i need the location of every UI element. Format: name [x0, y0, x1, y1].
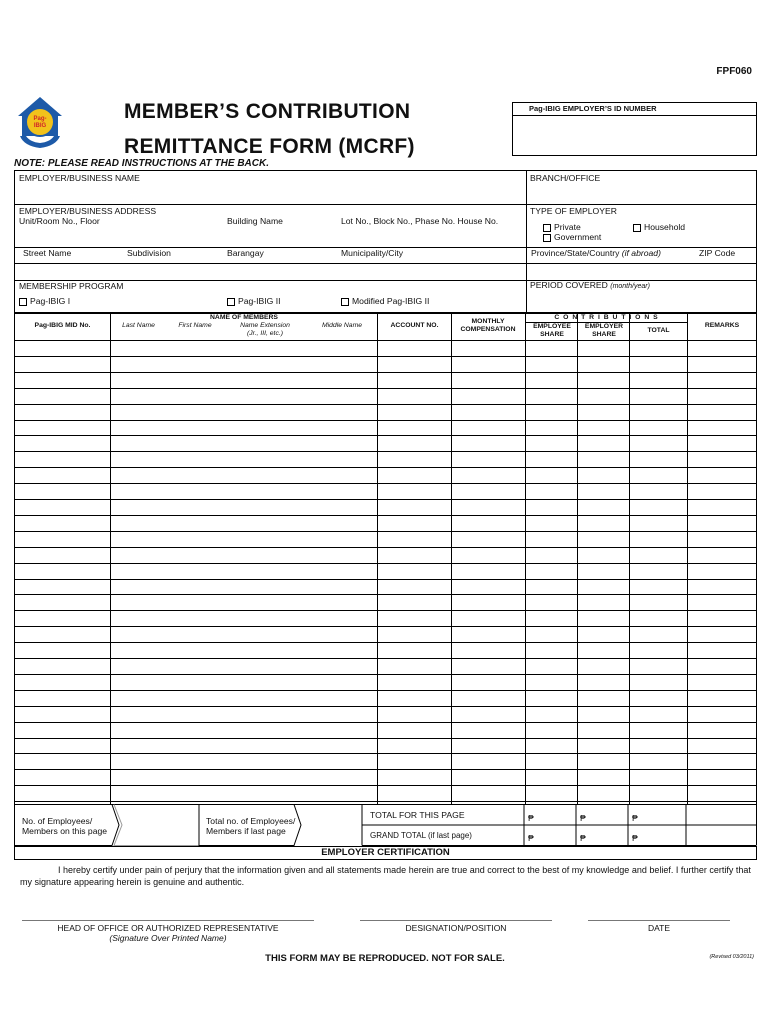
- employer-id-box[interactable]: [512, 102, 757, 156]
- grid-line: [15, 340, 756, 341]
- type-government-option[interactable]: Government: [543, 232, 601, 242]
- col-contributions-header: C O N T R I B U T I O N S: [554, 314, 659, 321]
- employees-on-page-label: No. of Employees/ Members on this page: [22, 816, 108, 836]
- unit-label: Unit/Room No., Floor: [19, 216, 100, 226]
- grid-line: [15, 610, 756, 611]
- svg-text:Pag-: Pag-: [33, 116, 47, 122]
- employer-info-section: [14, 170, 757, 313]
- barangay-label: Barangay: [227, 248, 264, 258]
- col-last-name: Last Name: [122, 322, 155, 329]
- program-pagibig1[interactable]: Pag-IBIG I: [19, 296, 70, 306]
- grid-line: [15, 674, 756, 675]
- province-label: Province/State/Country (if abroad): [531, 248, 661, 258]
- grid-line: [15, 722, 756, 723]
- col-monthly-compensation: MONTHLY COMPENSATION: [460, 318, 516, 333]
- street-label: Street Name: [23, 248, 72, 258]
- grid-line: [15, 753, 756, 754]
- peso-sign-ee-page: ₱: [528, 813, 534, 823]
- note: NOTE: PLEASE READ INSTRUCTIONS AT THE BACK.: [14, 158, 270, 169]
- grid-line: [15, 769, 756, 770]
- grand-total-label: GRAND TOTAL (if last page): [370, 831, 472, 840]
- certification-header: EMPLOYER CERTIFICATION: [14, 846, 757, 860]
- grid-line: [15, 467, 756, 468]
- grid-line: [687, 314, 688, 804]
- employer-id-label: Pag-IBIG EMPLOYER’S ID NUMBER: [513, 103, 756, 116]
- grid-line: [15, 738, 756, 739]
- grid-line: [15, 658, 756, 659]
- program-pagibig2[interactable]: Pag-IBIG II: [227, 296, 281, 306]
- col-mid-no: Pag-IBIG MID No.: [34, 322, 91, 329]
- designation-label: DESIGNATION/POSITION: [405, 923, 507, 933]
- building-label: Building Name: [227, 216, 283, 226]
- grid-line: [15, 499, 756, 500]
- grid-line: [15, 626, 756, 627]
- grid-line: [15, 531, 756, 532]
- signature-block[interactable]: [22, 920, 314, 943]
- grid-line: [15, 372, 756, 373]
- checkbox-household[interactable]: [633, 224, 641, 232]
- period-covered-label: PERIOD COVERED (month/year): [530, 280, 650, 290]
- type-private-option[interactable]: Private: [543, 222, 581, 232]
- membership-program-label: MEMBERSHIP PROGRAM: [19, 281, 124, 291]
- signature-sublabel: (Signature Over Printed Name): [109, 933, 227, 943]
- checkbox-pagibig2[interactable]: [227, 298, 235, 306]
- checkbox-private[interactable]: [543, 224, 551, 232]
- date-label: DATE: [647, 923, 671, 933]
- revision-note: (Revised 03/2011): [709, 954, 754, 960]
- grid-line: [377, 314, 378, 804]
- zip-label: ZIP Code: [699, 248, 736, 258]
- col-account-no: ACCOUNT NO.: [390, 322, 439, 329]
- designation-block[interactable]: [360, 920, 552, 933]
- grid-line: [15, 579, 756, 580]
- checkbox-government[interactable]: [543, 234, 551, 242]
- grid-line: [15, 547, 756, 548]
- grid-line: [15, 706, 756, 707]
- grid-line: [15, 404, 756, 405]
- members-table: [14, 313, 757, 805]
- col-middle-name: Middle Name: [321, 322, 363, 329]
- peso-sign-total-page: ₱: [632, 813, 638, 823]
- grid-line: [451, 314, 452, 804]
- col-total: TOTAL: [647, 327, 670, 334]
- grid-line: [15, 785, 756, 786]
- col-employer-share: EMPLOYER SHARE: [584, 323, 624, 338]
- checkbox-pagibig1[interactable]: [19, 298, 27, 306]
- grid-line: [15, 563, 756, 564]
- employees-last-page-label: Total no. of Employees/ Members if last page: [206, 816, 296, 836]
- grid-line: [15, 515, 756, 516]
- type-household-option[interactable]: Household: [633, 222, 685, 232]
- col-name-extension: Name Extension (Jr., III, etc.): [240, 322, 290, 337]
- grid-line: [15, 435, 756, 436]
- grid-line: [15, 801, 756, 802]
- peso-sign-er-page: ₱: [580, 813, 586, 823]
- title-line-1: MEMBER’S CONTRIBUTION: [124, 100, 411, 123]
- totals-section: [14, 804, 757, 846]
- lot-label: Lot No., Block No., Phase No. House No.: [341, 216, 499, 226]
- grid-line: [629, 340, 630, 804]
- checkbox-modified-pagibig2[interactable]: [341, 298, 349, 306]
- program-modified-pagibig2[interactable]: Modified Pag-IBIG II: [341, 296, 429, 306]
- grid-line: [15, 420, 756, 421]
- total-this-page-label: TOTAL FOR THIS PAGE: [370, 810, 465, 820]
- col-employee-share: EMPLOYEE SHARE: [533, 323, 571, 338]
- signature-label: HEAD OF OFFICE OR AUTHORIZED REPRESENTATIVE: [57, 923, 279, 933]
- branch-office-label: BRANCH/OFFICE: [530, 173, 601, 183]
- grid-line: [15, 483, 756, 484]
- certification-text: I hereby certify under pain of perjury that the information given and all statements made herein are true and correct to the best of my knowledge and belief. I further certify that my signature appearing herein is genuine and authentic.: [20, 865, 751, 887]
- grid-line: [15, 356, 756, 357]
- peso-sign-ee-grand: ₱: [528, 833, 534, 843]
- form-code: FPF060: [716, 66, 752, 77]
- grid-line: [15, 642, 756, 643]
- grid-line: [577, 340, 578, 804]
- municipality-label: Municipality/City: [341, 248, 404, 258]
- col-names-header: NAME OF MEMBERS: [210, 314, 278, 321]
- type-of-employer-label: TYPE OF EMPLOYER: [530, 206, 617, 216]
- grid-line: [15, 451, 756, 452]
- footer-note: THIS FORM MAY BE REPRODUCED. NOT FOR SALE.: [265, 953, 505, 964]
- date-block[interactable]: [588, 920, 730, 933]
- svg-text:IBIG: IBIG: [33, 123, 47, 129]
- title-line-2: REMITTANCE FORM (MCRF): [124, 135, 415, 158]
- subdivision-label: Subdivision: [127, 248, 171, 258]
- peso-sign-er-grand: ₱: [580, 833, 586, 843]
- grid-line: [15, 388, 756, 389]
- form-title: [124, 94, 415, 164]
- peso-sign-total-grand: ₱: [632, 833, 638, 843]
- grid-line: [110, 314, 111, 804]
- grid-line: [525, 314, 526, 804]
- grid-line: [15, 594, 756, 595]
- col-first-name: First Name: [178, 322, 212, 329]
- grid-line: [15, 690, 756, 691]
- col-remarks: REMARKS: [704, 322, 740, 329]
- employer-name-label: EMPLOYER/BUSINESS NAME: [19, 173, 140, 183]
- pag-ibig-logo: [14, 92, 66, 150]
- address-label: EMPLOYER/BUSINESS ADDRESS: [19, 206, 157, 216]
